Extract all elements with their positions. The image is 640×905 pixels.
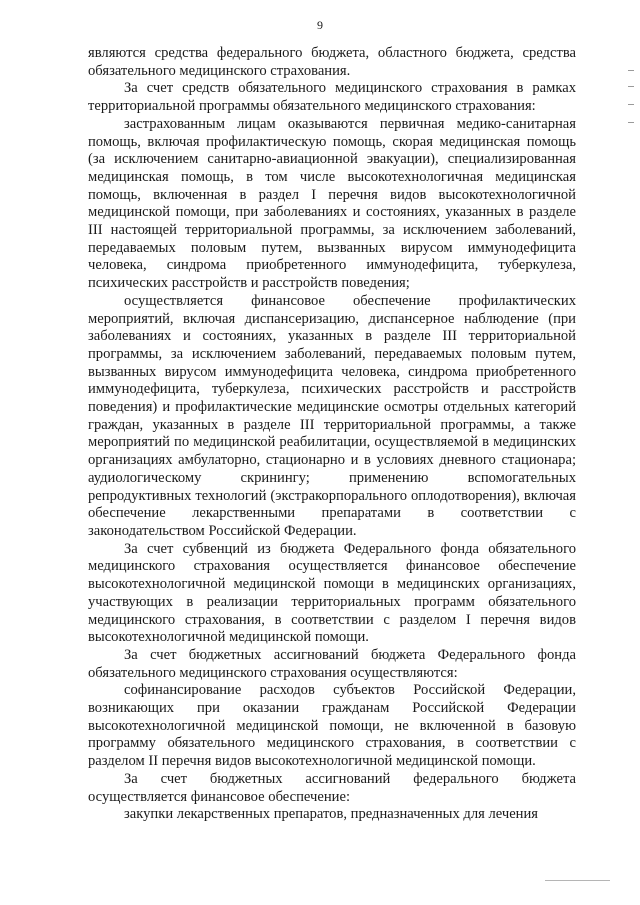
paragraph-prevention-financing: осуществляется финансовое обеспечение профилактических мероприятий, включая диспансеризацию, диспансерное наблюдение (при заболеваниях и состояниях, указанных в разделе III территориальной программы, за исключением заболеваний, передаваемых половым путем, вызванных вирусом иммунодефицита человека, синдрома приобретенного иммунодефицита, туберкулеза, психических расстройств и расстройств поведения) и профилактические медицинские осмотры отдельных категорий граждан, указанных в разделе III территориальной программы, а также мероприятий по медицинской реабилитации, осуществляемой в медицинских организациях амбулаторно, стационарно и в условиях дневного стационара; аудиологическому скринингу; применению вспомогательных репродуктивных технологий (экстракорпорального оплодотворения), включая обеспечение лекарственными препаратами в соответствии с законодательством Российской Федерации.	[88, 292, 576, 539]
page-number: 9	[317, 18, 323, 32]
paragraph-ffoms-budget: За счет бюджетных ассигнований бюджета Федерального фонда обязательного медицинского страхования осуществляются:	[88, 646, 576, 681]
paragraph-drug-procurement: закупки лекарственных препаратов, предназначенных для лечения	[124, 806, 539, 823]
paragraph-insured-persons: застрахованным лицам оказываются первичная медико-санитарная помощь, включая профилактическую помощь, скорая медицинская помощь (за исключением санитарно-авиационной эвакуации), специализированная медицинская помощь, в том числе высокотехнологичная медицинская помощь, включенная в раздел I перечня видов высокотехнологичной медицинской помощи, при заболеваниях и состояниях, указанных в разделе III настоящей территориальной программы, за исключением заболеваний, передаваемых половым путем, вызванных вирусом иммунодефицита человека, синдрома приобретенного иммунодефицита, туберкулеза, психических расстройств и расстройств поведения;	[88, 115, 576, 292]
footer-line	[545, 880, 610, 881]
paragraph-federal-budget: За счет бюджетных ассигнований федерального бюджета осуществляется финансовое обеспечение:	[88, 770, 576, 805]
paragraph-oms-intro: За счет средств обязательного медицинского страхования в рамках территориальной программы обязательного медицинского страхования:	[88, 80, 576, 115]
margin-mark	[628, 70, 634, 71]
paragraph-subventions: За счет субвенций из бюджета Федерального фонда обязательного медицинского страхования осуществляется финансовое обеспечение высокотехнологичной медицинской помощи в медицинских организациях, участвующих в реализации территориальных программ обязательного медицинского страхования, в соответствии с разделом I перечня видов высокотехнологичной медицинской помощи.	[88, 540, 576, 646]
paragraph-continuation: являются средства федерального бюджета, областного бюджета, средства обязательного медицинского страхования.	[88, 45, 576, 79]
document-body	[88, 45, 576, 824]
margin-mark	[628, 104, 634, 105]
margin-mark	[628, 86, 634, 87]
margin-mark	[628, 122, 634, 123]
paragraph-cofinancing: софинансирование расходов субъектов Российской Федерации, возникающих при оказании гражданам Российской Федерации высокотехнологичной медицинской помощи, не включенной в базовую программу обязательного медицинского страхования, в соответствии с разделом II перечня видов высокотехнологичной медицинской помощи.	[88, 682, 576, 770]
